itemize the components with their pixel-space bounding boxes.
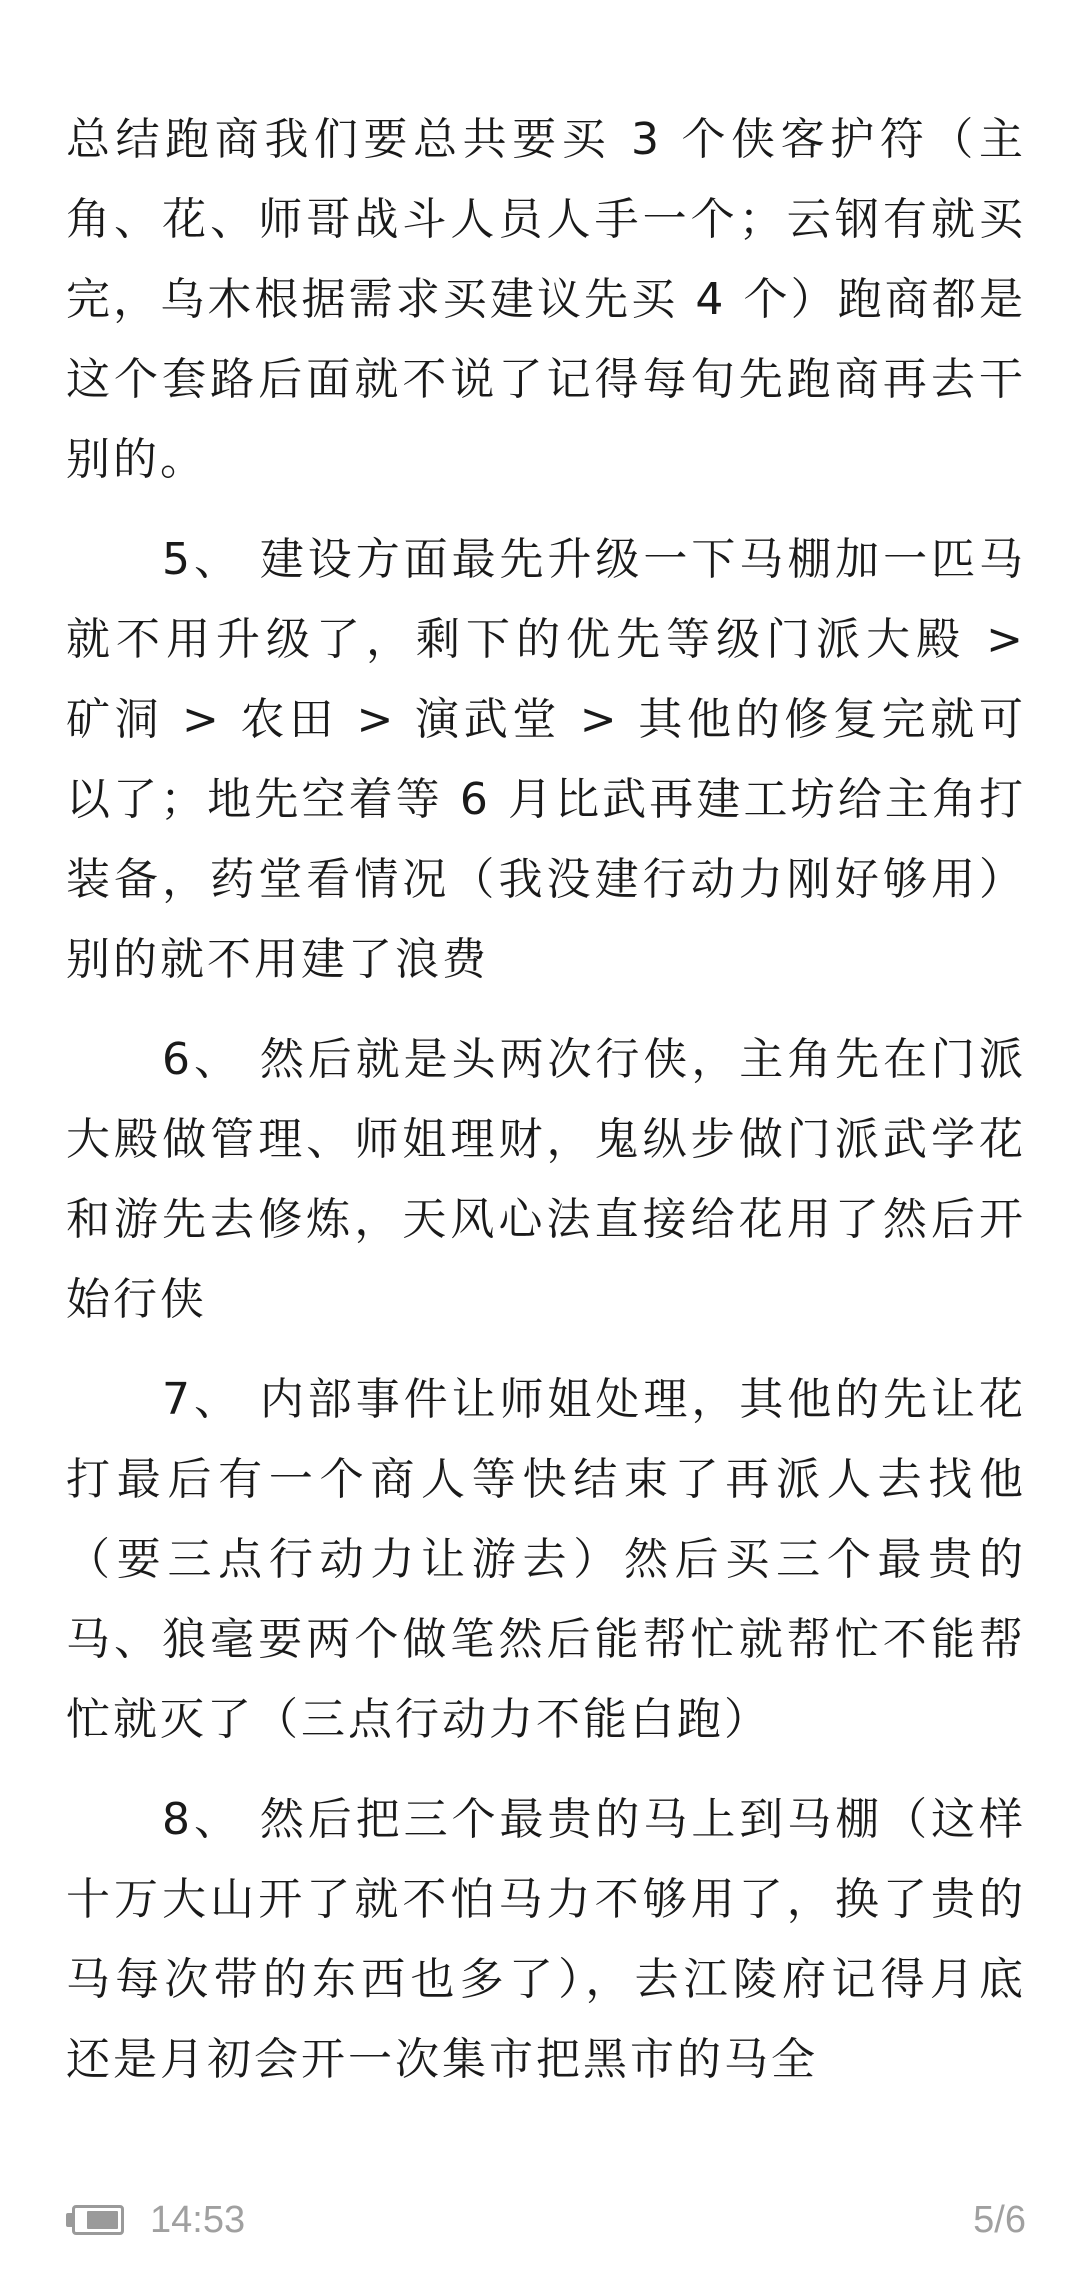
- reader-status-bar: [66, 2190, 1026, 2250]
- battery-level-fill: [87, 2211, 118, 2229]
- paragraph: 7、 内部事件让师姐处理，其他的先让花打最后有一个商人等快结束了再派人去找他（要三点行动力让游去）然后买三个最贵的马、狼毫要两个做笔然后能帮忙就帮忙不能帮忙就灭了（三点行动力不能白跑）: [66, 1374, 1026, 1745]
- battery-body: [72, 2205, 124, 2235]
- paragraph: 总结跑商我们要总共要买 3 个侠客护符（主角、花、师哥战斗人员人手一个；云钢有就买完，乌木根据需求买建议先买 4 个）跑商都是这个套路后面就不说了记得每旬先跑商再去干别的。: [66, 114, 1026, 485]
- reader-text: [66, 100, 1026, 2100]
- page-indicator: 5/6: [973, 2198, 1026, 2241]
- paragraph: 6、 然后就是头两次行侠，主角先在门派大殿做管理、师姐理财，鬼纵步做门派武学花和游先去修炼，天风心法直接给花用了然后开始行侠: [66, 1034, 1026, 1325]
- status-left-group: [66, 2199, 245, 2242]
- paragraph: 8、 然后把三个最贵的马上到马棚（这样十万大山开了就不怕马力不够用了，换了贵的马每次带的东西也多了），去江陵府记得月底还是月初会开一次集市把黑市的马全: [66, 1794, 1026, 2085]
- paragraph: 5、 建设方面最先升级一下马棚加一匹马就不用升级了，剩下的优先等级门派大殿 > 矿洞 > 农田 > 演武堂 > 其他的修复完就可以了；地先空着等 6 月比武再建工坊给主角打装备，药堂看情况（我没建行动力刚好够用）别的就不用建了浪费: [66, 534, 1026, 985]
- status-time: 14:53: [150, 2198, 246, 2241]
- battery-icon: [66, 2203, 128, 2237]
